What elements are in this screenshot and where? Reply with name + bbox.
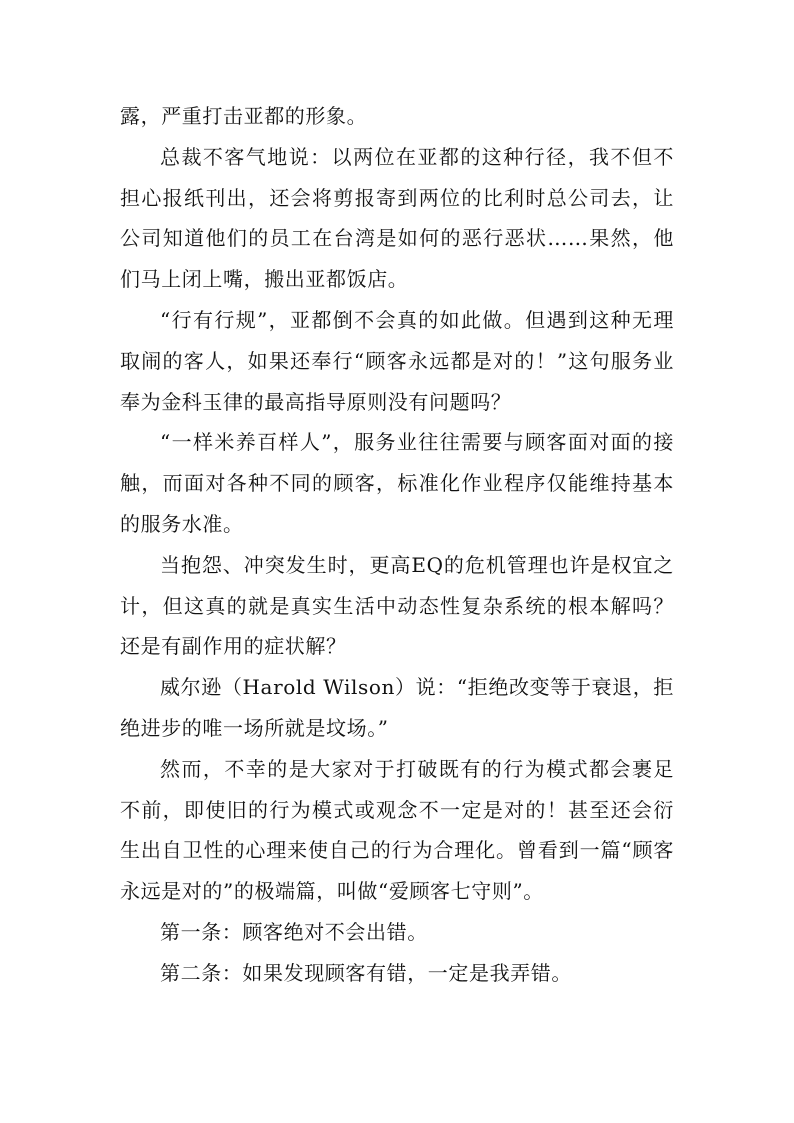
paragraph-continuation: 露，严重打击亚都的形象。 bbox=[120, 104, 368, 128]
paragraph-rule-one: 第一条：顾客绝对不会出错。 bbox=[160, 919, 428, 944]
paragraph-service-standard: “一样米养百样人”，服务业往往需要与顾客面对面的接触，而面对各种不同的顾客，标准化作业程序仅能维持基本的服务水准。 bbox=[120, 430, 674, 536]
paragraph-wilson-quote: 威尔逊（Harold Wilson）说：“拒绝改变等于衰退，拒绝进步的唯一场所就是坟场。” bbox=[120, 675, 674, 740]
paragraph-rule-two: 第二条：如果发现顾客有错，一定是我弄错。 bbox=[160, 960, 572, 985]
document-body bbox=[120, 96, 674, 994]
paragraph-industry-rules: “行有行规”，亚都倒不会真的如此做。但遇到这种无理取闹的客人，如果还奉行“顾客永远都是对的！”这句服务业奉为金科玉律的最高指导原则没有问题吗？ bbox=[120, 307, 674, 414]
paragraph-crisis-management: 当抱怨、冲突发生时，更高EQ的危机管理也许是权宜之计，但这真的就是真实生活中动态性复杂系统的根本解吗？还是有副作用的症状解？ bbox=[120, 552, 674, 659]
paragraph-president-response: 总裁不客气地说：以两位在亚都的这种行径，我不但不担心报纸刊出，还会将剪报寄到两位的比利时总公司去，让公司知道他们的员工在台湾是如何的恶行恶状……果然，他们马上闭上嘴，搬出亚都饭店。 bbox=[120, 144, 674, 292]
paragraph-behavior-patterns: 然而，不幸的是大家对于打破既有的行为模式都会裹足不前，即使旧的行为模式或观念不一定是对的！甚至还会衍生出自卫性的心理来使自己的行为合理化。曾看到一篇“顾客永远是对的”的极端篇，叫做“爱顾客七守则”。 bbox=[120, 756, 674, 904]
